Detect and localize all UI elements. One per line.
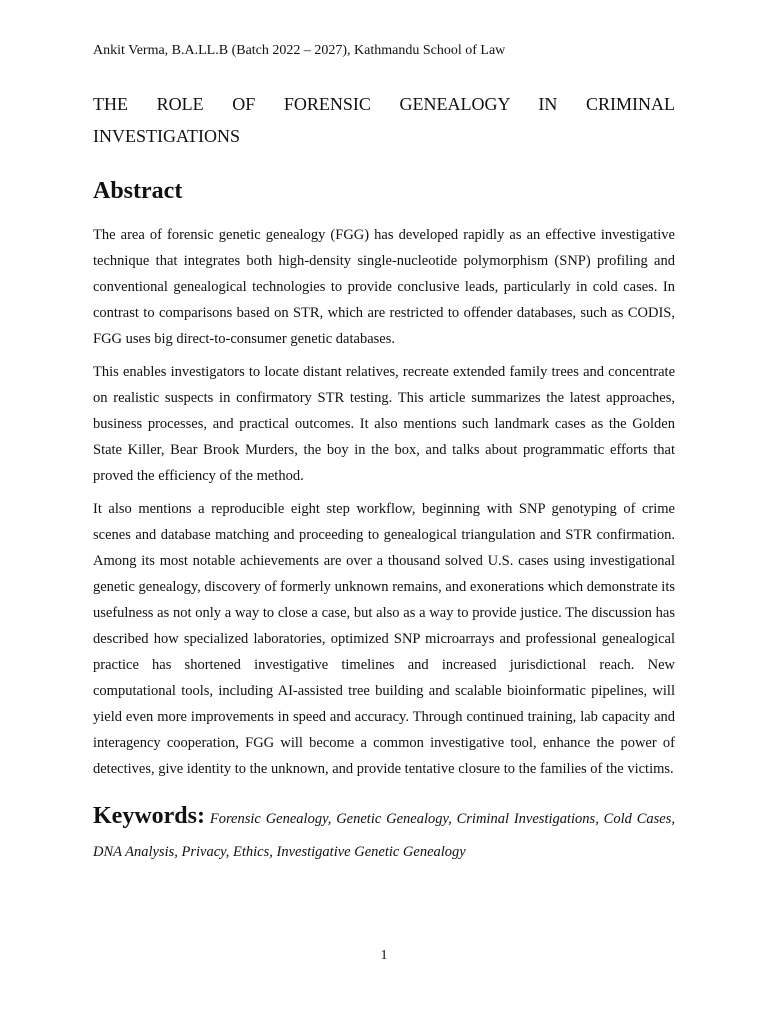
abstract-paragraph-1: The area of forensic genetic genealogy (FGG) has developed rapidly as an effective investigative technique that integrates both high-density single-nucleotide polymorphism (SNP) profiling and conventional genealogical technologies to provide conclusive leads, particularly in cold cases. In contrast to comparisons based on STR, which are restricted to offender databases, such as CODIS, FGG uses big direct-to-consumer genetic databases.: [93, 227, 675, 347]
abstract-paragraph-2: This enables investigators to locate distant relatives, recreate extended family trees and concentrate on realistic suspects in confirmatory STR testing. This article summarizes the latest approaches, business processes, and practical outcomes. It also mentions such landmark cases as the Golden State Killer, Bear Brook Murders, the boy in the box, and talks about programmatic efforts that proved the efficiency of the method.: [93, 364, 675, 484]
abstract-heading: Abstract: [93, 178, 183, 204]
running-header: Ankit Verma, B.A.LL.B (Batch 2022 – 2027), Kathmandu School of Law: [93, 43, 506, 58]
abstract-paragraph-3: It also mentions a reproducible eight step workflow, beginning with SNP genotyping of crime scenes and database matching and proceeding to genealogical triangulation and STR confirmation. Among its most notable achievements are over a thousand solved U.S. cases using investigational genetic genealogy, discovery of formerly unknown remains, and exonerations which demonstrate its usefulness as not only a way to close a case, but also as a way to provide justice. The discussion has described how specialized laboratories, optimized SNP microarrays and professional genealogical practice has shortened investigative timelines and increased jurisdictional reach. New computational tools, including AI-assisted tree building and scalable bioinformatic pipelines, will yield even more improvements in speed and accuracy. Through continued training, lab capacity and interagency cooperation, FGG will become a common investigative tool, enhance the power of detectives, give identity to the unknown, and provide tentative closure to the families of the victims.: [93, 501, 675, 777]
abstract-body: [93, 222, 675, 789]
paper-title: THE ROLE OF FORENSIC GENEALOGY IN CRIMINAL INVESTIGATIONS: [93, 94, 675, 146]
keywords-list: Forensic Genealogy, Genetic Genealogy, Criminal Investigations, Cold Cases, DNA Analysis, Privacy, Ethics, Investigative Genetic Genealogy: [93, 811, 676, 860]
document-page: [93, 0, 675, 1024]
page-number: 1: [380, 948, 388, 963]
keywords-section: [93, 800, 675, 869]
keywords-label: Keywords:: [93, 803, 205, 829]
